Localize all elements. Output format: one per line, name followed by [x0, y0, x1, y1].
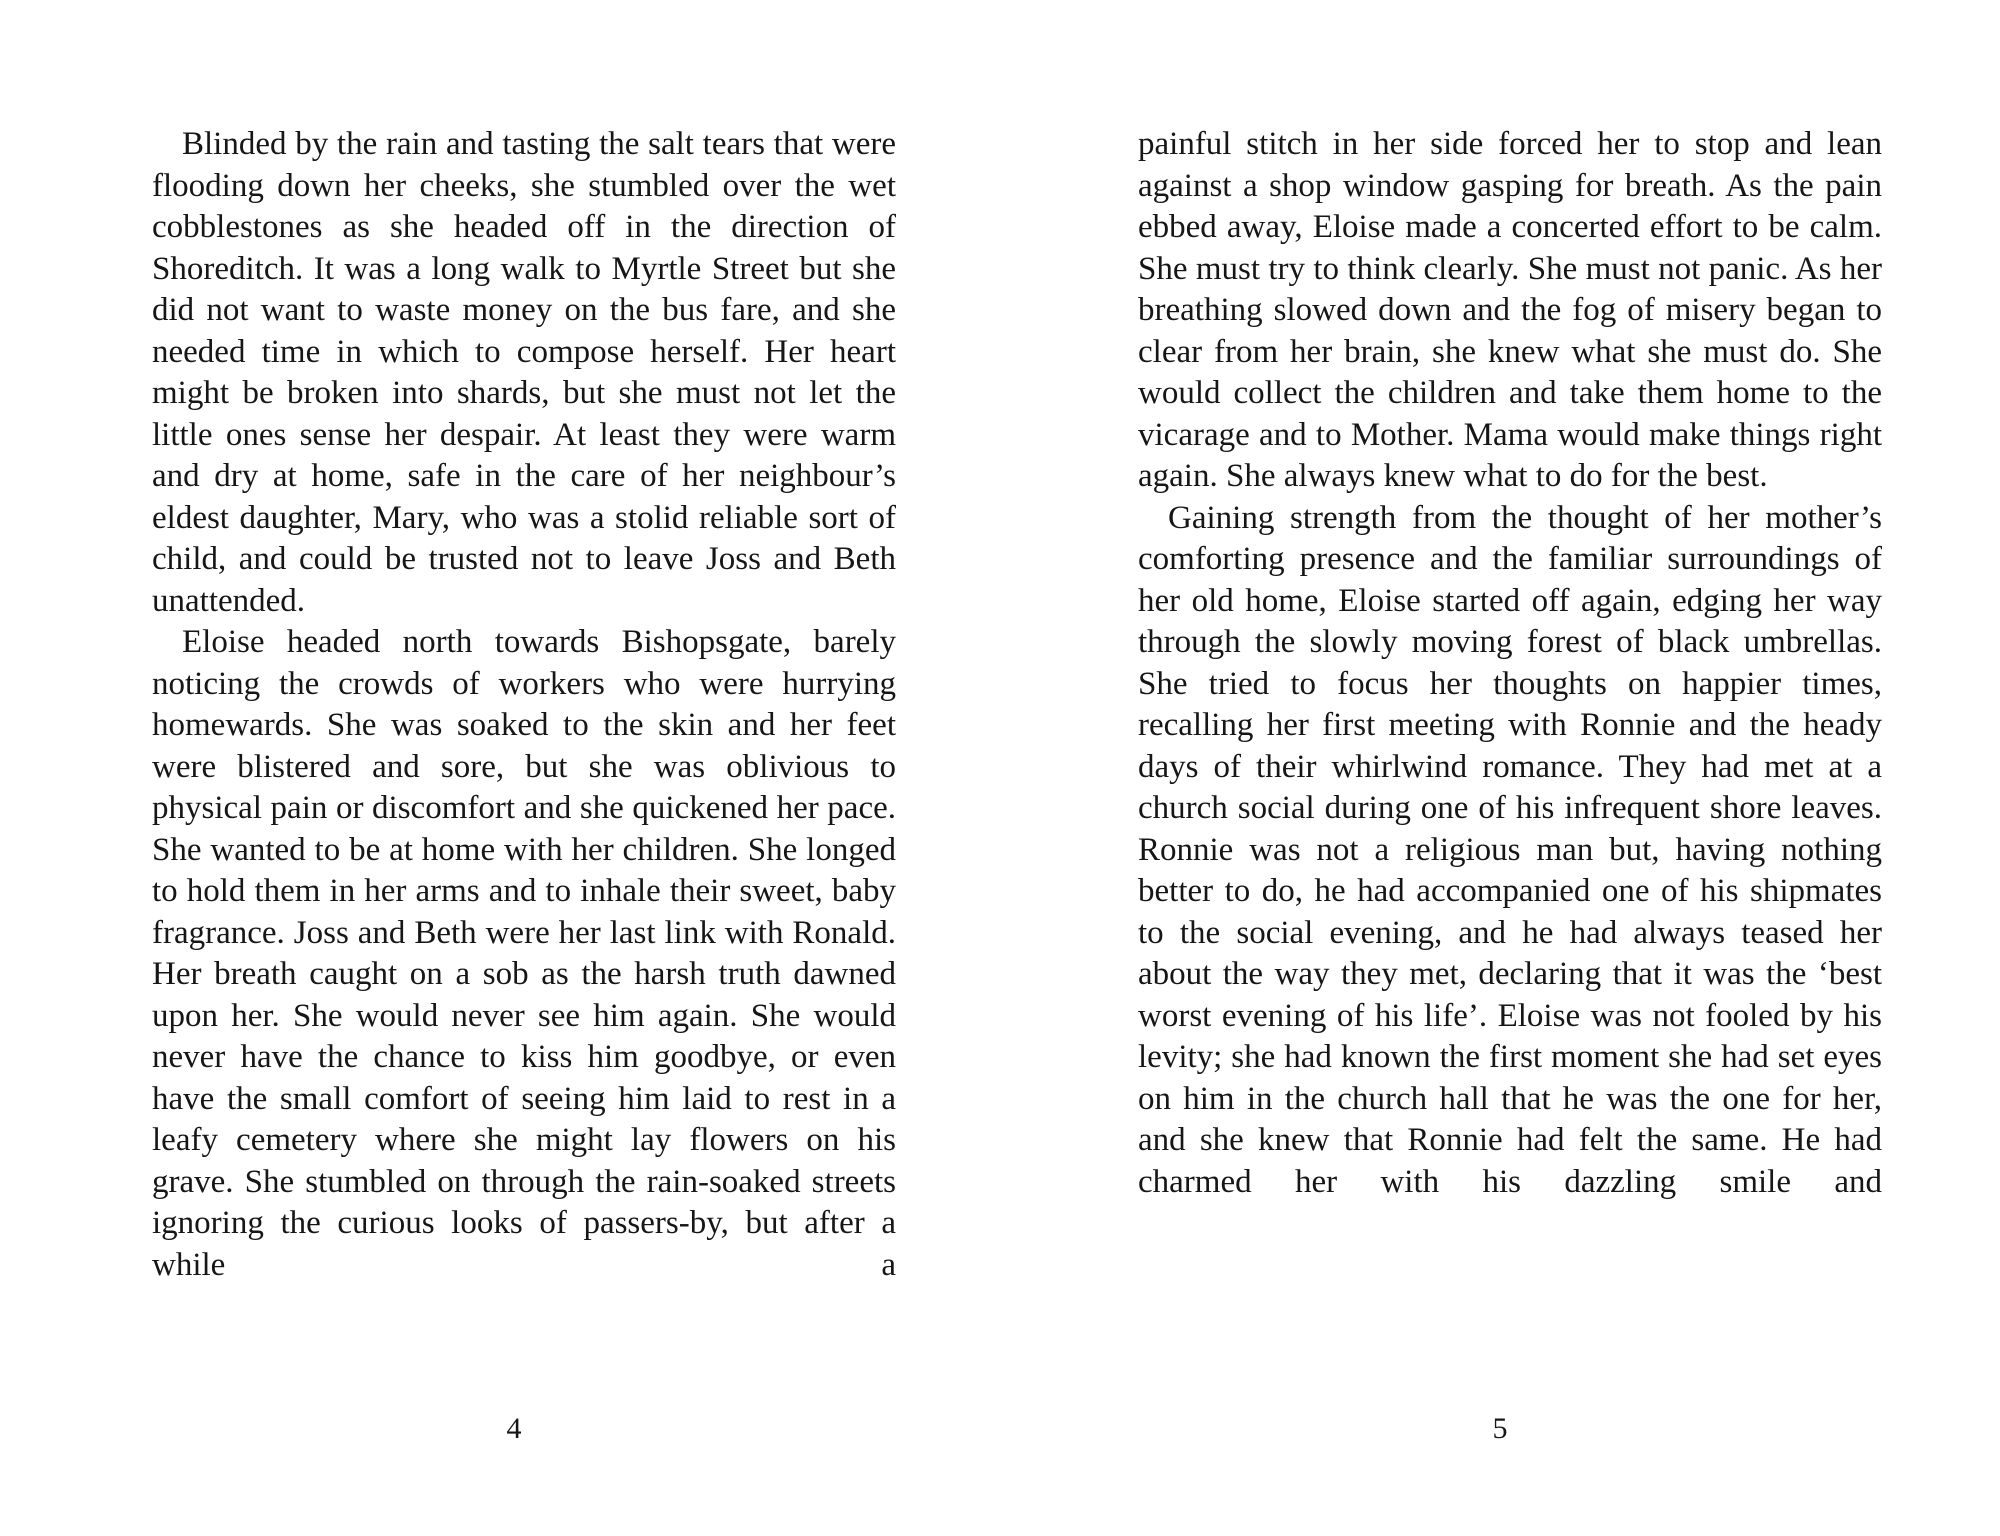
right-paragraph-2: Gaining strength from the thought of her mother’s comforting presence and the familiar surroundings of her old home, Eloise started off again, edging her way through the slowly moving forest of black umbrellas. She tried to focus her thoughts on happier times, recalling her first meeting with Ronnie and the heady days of their whirlwind romance. They had met at a church social during one of his infrequent shore leaves. Ronnie was not a religious man but, having nothing better to do, he had accompanied one of his shipmates to the social evening, and he had always teased her about the way they met, declaring that it was the ‘best worst evening of his life’. Eloise was not fooled by his levity; she had known the first moment she had set eyes on him in the church hall that he was the one for her, and she knew that Ronnie had felt the same. He had charmed her with his dazzling smile and — [1138, 499, 1882, 1200]
left-page — [152, 124, 896, 1286]
left-page-number: 4 — [506, 1412, 522, 1445]
right-page — [1138, 124, 1882, 1203]
left-paragraph-1: Blinded by the rain and tasting the salt tears that were flooding down her cheeks, she stumbled over the wet cobblestones as she headed off in the direction of Shoreditch. It was a long walk to Myrtle Street but she did not want to waste money on the bus fare, and she needed time in which to compose herself. Her heart might be broken into shards, but she must not let the little ones sense her despair. At least they were warm and dry at home, safe in the care of her neighbour’s eldest daughter, Mary, who was a stolid reliable sort of child, and could be trusted not to leave Joss and Beth unattended. — [152, 126, 896, 619]
right-paragraph-1: painful stitch in her side forced her to stop and lean against a shop window gasping for breath. As the pain ebbed away, Eloise made a concerted effort to be calm. She must try to think clearly. She must not panic. As her breathing slowed down and the fog of misery began to clear from her brain, she knew what she must do. She would collect the children and take them home to the vicarage and to Mother. Mama would make things right again. She always knew what to do for the best. — [1138, 126, 1882, 494]
left-paragraph-2: Eloise headed north towards Bishopsgate, barely noticing the crowds of workers who were hurrying homewards. She was soaked to the skin and her feet were blistered and sore, but she was oblivious to physical pain or discomfort and she quickened her pace. She wanted to be at home with her children. She longed to hold them in her arms and to inhale their sweet, baby fragrance. Joss and Beth were her last link with Ronald. Her breath caught on a sob as the harsh truth dawned upon her. She would never see him again. She would never have the chance to kiss him goodbye, or even have the small comfort of seeing him laid to rest in a leafy cemetery where she might lay flowers on his grave. She stumbled on through the rain-soaked streets ignoring the curious looks of passers-by, but after a while a — [152, 624, 896, 1283]
right-page-number: 5 — [1492, 1412, 1508, 1445]
